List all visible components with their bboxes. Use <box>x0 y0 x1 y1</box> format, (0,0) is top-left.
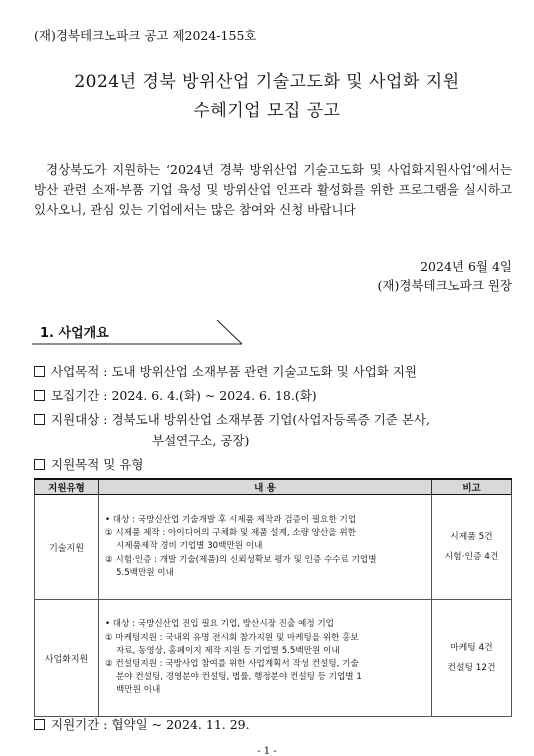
notice-title-line1: 2024년 경북 방위산업 기술고도화 및 사업화 지원 <box>74 72 460 92</box>
table-cell-content <box>99 495 432 600</box>
overview-item-purpose <box>34 362 417 380</box>
content-line: ② 시험·인증 : 개발 기술(제품)의 신뢰성확보 평가 및 인증 수수료 기업별 <box>105 554 377 565</box>
overview-item-text: 모집기간 : 2024. 6. 4.(화) ~ 2024. 6. 18.(화) <box>51 388 317 403</box>
content-line: 자료, 동영상, 홈페이지 제작 지원 등 기업별 5.5백만원 이내 <box>116 645 340 656</box>
overview-item-target <box>34 410 430 428</box>
checkbox-square-icon <box>34 459 45 470</box>
content-line: 5.5백만원 이내 <box>116 567 174 578</box>
notice-number: (재)경북테크노파크 공고 제2024-155호 <box>34 28 257 43</box>
note-line: 마케팅 4건 <box>450 643 493 653</box>
checkbox-square-icon <box>34 366 45 377</box>
notice-date: 2024년 6월 4일 <box>420 259 512 274</box>
table-row <box>35 600 512 717</box>
table-header-row <box>35 479 512 495</box>
overview-item-types <box>34 455 143 473</box>
table-row <box>35 495 512 600</box>
note-line: 시제품 5건 <box>450 532 493 542</box>
overview-item-text: 지원기간 : 협약일 ~ 2024. 11. 29. <box>51 717 250 732</box>
table-cell-content <box>99 600 432 717</box>
content-line: • 대상 : 국방신산업 기술개발 후 시제품 제작과 검증이 필요한 기업 <box>105 514 357 525</box>
content-line: 분야 컨설팅, 경영분야 컨설팅, 법률, 행정분야 컨설팅 등 기업별 1 <box>116 672 362 683</box>
section-heading <box>32 318 244 348</box>
intro-paragraph <box>34 160 512 220</box>
support-types-table <box>34 478 512 717</box>
content-line: ① 마케팅지원 : 국내외 유명 전시회 참가지원 및 마케팅을 위한 홍보 <box>105 632 359 643</box>
issuing-organization: (재)경북테크노파크 원장 <box>377 278 512 293</box>
overview-item-text: 지원대상 : 경북도내 방위산업 소재부품 기업(사업자등록증 기준 본사, <box>51 412 430 427</box>
checkbox-square-icon <box>34 390 45 401</box>
intro-text: 경상북도가 지원하는 ‘2024년 경북 방위산업 기술고도화 및 사업화지원사업’에서는 방산 관련 소재·부품 기업 육성 및 방위산업 인프라 활성화를 위한 프로그램을 실시하고 있사오니, 관심 있는 기업에서는 많은 참여와 신청 바랍니다 <box>34 162 512 217</box>
table-cell-note <box>432 495 512 600</box>
page-number: - 1 - <box>257 746 277 756</box>
overview-item-text: 지원목적 및 유형 <box>51 457 144 472</box>
notice-title-line2: 수혜기업 모집 공고 <box>193 101 341 121</box>
section-title: 1. 사업개요 <box>40 326 109 341</box>
note-line: 시험·인증 4건 <box>444 552 499 562</box>
table-cell-type: 사업화지원 <box>35 600 99 717</box>
overview-item-support-period <box>34 715 250 733</box>
table-cell-note <box>432 600 512 717</box>
content-line: ① 시제품 제작 : 아이디어의 구체화 및 제품 설계, 소량 양산을 위한 <box>105 528 356 539</box>
table-header-type: 지원유형 <box>35 479 99 495</box>
overview-item-text: 사업목적 : 도내 방위산업 소재부품 관련 기술고도화 및 사업화 지원 <box>51 364 417 379</box>
checkbox-square-icon <box>34 414 45 425</box>
content-line: ② 컨설팅지원 : 국방사업 참여를 위한 사업계획서 작성 컨설팅, 기술 <box>105 659 359 669</box>
table-header-content: 내 용 <box>99 479 432 495</box>
table-cell-type: 기술지원 <box>35 495 99 600</box>
note-line: 컨설팅 12건 <box>447 663 496 673</box>
content-line: 백만원 이내 <box>116 685 161 696</box>
overview-item-period <box>34 386 317 404</box>
content-line: • 대상 : 국방신산업 진입 필요 기업, 방산시장 진출 예정 기업 <box>105 619 334 630</box>
content-line: 시제품제작 경비 기업별 30백만원 이내 <box>116 541 263 552</box>
checkbox-square-icon <box>34 719 45 730</box>
overview-item-target-continued: 부설연구소, 공장) <box>152 433 250 448</box>
table-header-note: 비고 <box>432 479 512 495</box>
